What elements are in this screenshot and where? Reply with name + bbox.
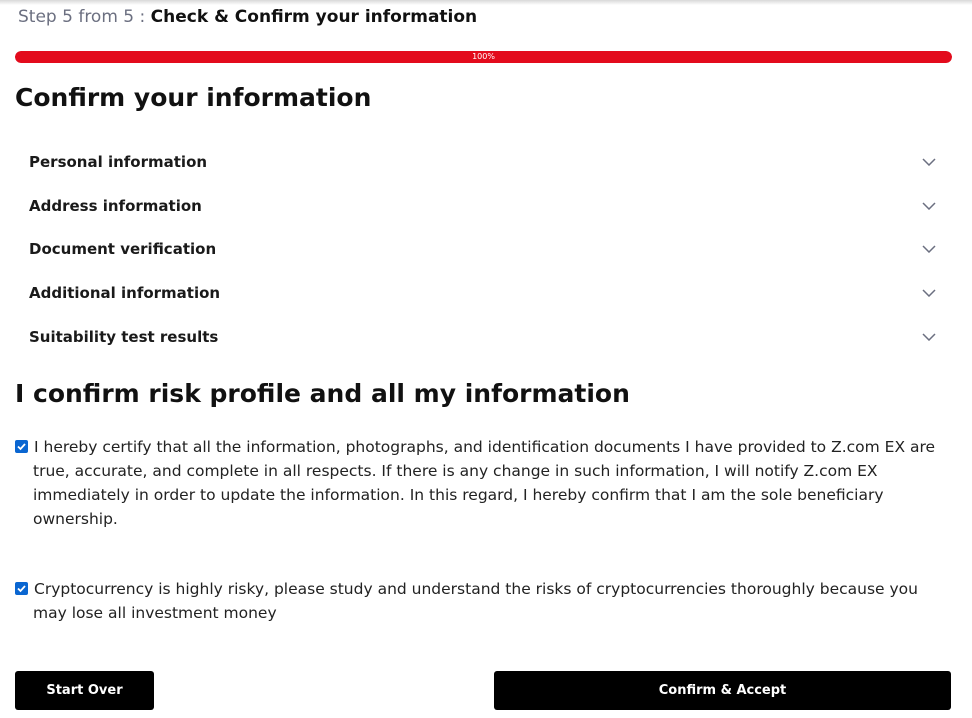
confirm-info-heading: Confirm your information [15, 83, 372, 112]
consent-risk [15, 577, 955, 625]
progress-fill: 100% [15, 51, 952, 63]
accordion-suitability-test-results[interactable] [15, 315, 952, 359]
confirm-accept-button[interactable]: Confirm & Accept [494, 671, 951, 710]
chevron-down-icon [921, 198, 937, 214]
accordion-document-verification[interactable] [15, 228, 952, 272]
step-prefix: Step 5 from 5 : [18, 7, 146, 27]
start-over-button[interactable]: Start Over [15, 671, 154, 710]
consent-row [15, 577, 955, 625]
chevron-down-icon [921, 285, 937, 301]
chevron-down-icon [921, 329, 937, 345]
risk-checkbox[interactable] [15, 582, 28, 595]
certify-checkbox[interactable] [15, 440, 28, 453]
certify-text: I hereby certify that all the information, photographs, and identification documents I have provided to Z.com EX are true, accurate, and complete in all respects. If there is any change in such information, I will notify Z.com EX immediately in order to update the information. In this regard, I hereby confirm that I am the sole beneficiary ownership. [33, 438, 936, 528]
accordion-label: Address information [29, 196, 202, 215]
risk-text: Cryptocurrency is highly risky, please study and understand the risks of cryptocurrencies thoroughly because you may lose all investment money [33, 580, 918, 622]
accordion-label: Additional information [29, 284, 221, 303]
step-title: Check & Confirm your information [150, 7, 478, 27]
accordion-additional-information[interactable] [15, 271, 952, 315]
accordion-label: Document verification [29, 240, 217, 259]
accordion-personal-information[interactable] [15, 140, 952, 184]
consent-certify [15, 435, 955, 531]
info-accordion [15, 140, 952, 359]
top-shadow [0, 0, 972, 5]
chevron-down-icon [921, 241, 937, 257]
chevron-down-icon [921, 154, 937, 170]
progress-bar [15, 51, 952, 63]
accordion-label: Suitability test results [29, 327, 219, 346]
step-indicator [18, 6, 477, 28]
accordion-address-information[interactable] [15, 184, 952, 228]
risk-confirm-heading: I confirm risk profile and all my information [15, 379, 630, 408]
consent-row [15, 435, 955, 531]
accordion-label: Personal information [29, 152, 208, 171]
